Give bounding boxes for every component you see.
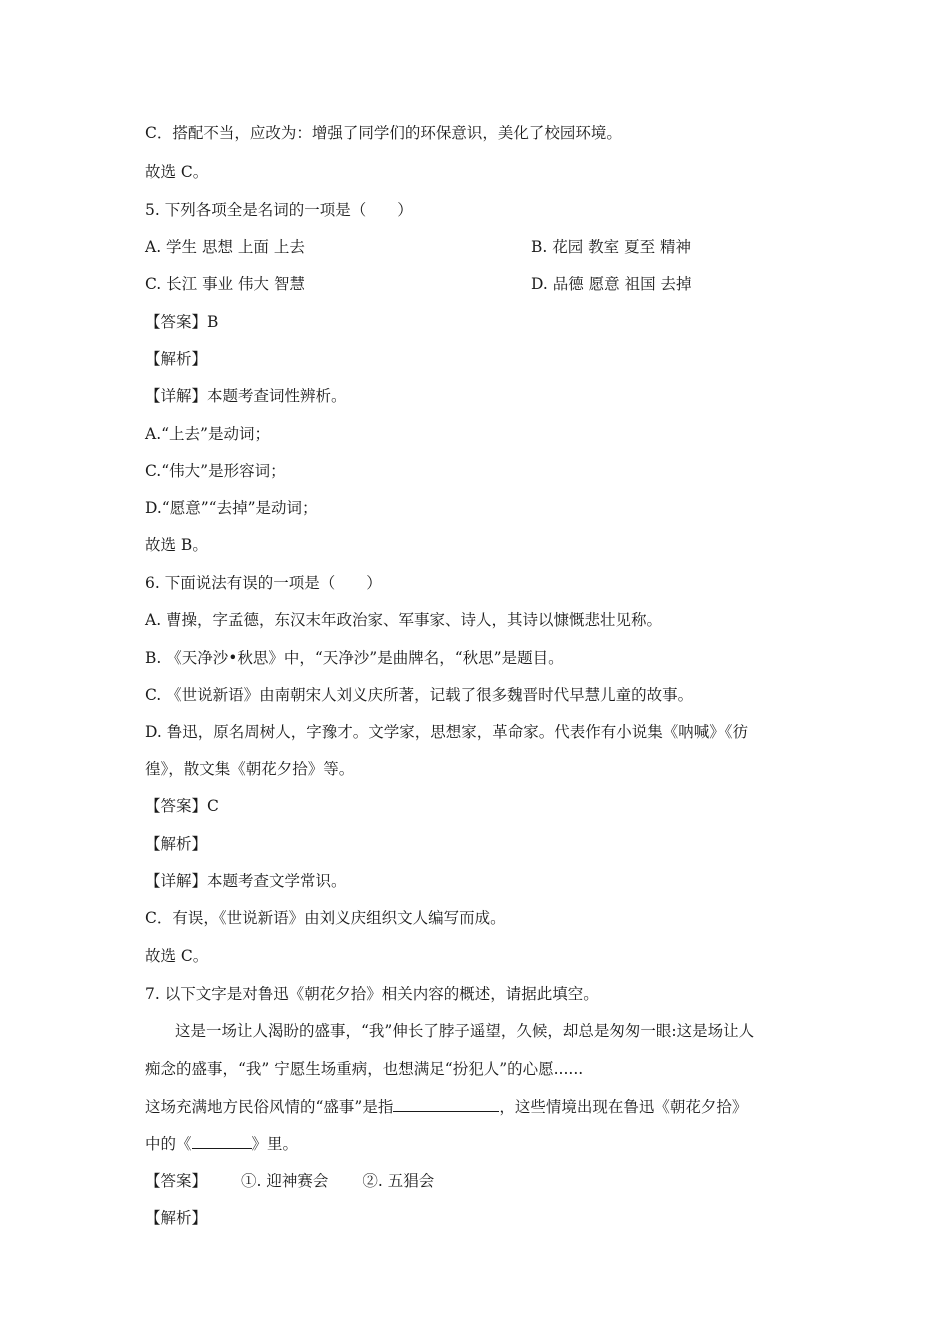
q6-option-a: A. 曹操，字孟德，东汉末年政治家、军事家、诗人，其诗以慷慨悲壮见称。 — [145, 611, 663, 629]
q7-answer-label: 【答案】 — [145, 1172, 208, 1190]
q6-analysis-label: 【解析】 — [145, 835, 208, 853]
q5-analysis-label: 【解析】 — [145, 350, 208, 368]
q6-note-c: C．有误，《世说新语》由刘义庆组织文人编写而成。 — [145, 909, 506, 927]
q6-option-d: D. 鲁迅，原名周树人，字豫才。文学家，思想家，革命家。代表作有小说集《呐喊》《彷 — [145, 723, 748, 741]
q5-note-d: D.“愿意”“去掉”是动词； — [145, 499, 318, 517]
q7-fill-text-after-2: 》里。 — [251, 1135, 299, 1153]
q5-note-a: A.“上去”是动词； — [145, 425, 270, 443]
q7-stem: 7. 以下文字是对鲁迅《朝花夕拾》相关内容的概述，请据此填空。 — [145, 985, 599, 1003]
q6-conclusion: 故选 C。 — [145, 947, 209, 965]
q5-note-c: C.“伟大”是形容词； — [145, 462, 286, 480]
q7-blank-2[interactable] — [192, 1133, 252, 1149]
q5-stem: 5. 下列各项全是名词的一项是（ ） — [145, 201, 413, 219]
q7-answer-1: ①. 迎神赛会 — [241, 1172, 329, 1190]
q4-conclusion: 故选 C。 — [145, 163, 209, 181]
q7-fill-text-after: ，这些情境出现在鲁迅《朝花夕拾》 — [499, 1098, 748, 1116]
q7-analysis-label: 【解析】 — [145, 1209, 208, 1227]
q5-answer: 【答案】B — [145, 313, 219, 331]
q5-detail: 【详解】本题考查词性辨析。 — [145, 387, 347, 405]
q5-option-a: A. 学生 思想 上面 上去 — [145, 238, 305, 256]
q5-option-b: B. 花园 教室 夏至 精神 — [531, 238, 692, 256]
q7-fill-line-1 — [145, 1096, 747, 1117]
q5-option-d: D. 品德 愿意 祖国 去掉 — [531, 275, 692, 293]
q7-fill-text-before-2: 中的《 — [145, 1135, 192, 1153]
q7-blank-1[interactable] — [393, 1096, 499, 1112]
q4-c-explanation: C．搭配不当，应改为：增强了同学们的环保意识，美化了校园环境。 — [145, 124, 622, 142]
q5-option-c: C. 长江 事业 伟大 智慧 — [145, 275, 305, 293]
q6-detail: 【详解】本题考查文学常识。 — [145, 872, 347, 890]
q7-answer-2: ②. 五猖会 — [362, 1172, 435, 1190]
q7-answer — [145, 1171, 434, 1191]
q6-answer: 【答案】C — [145, 797, 219, 815]
q6-option-c: C. 《世说新语》由南朝宋人刘义庆所著，记载了很多魏晋时代早慧儿童的故事。 — [145, 686, 694, 704]
q5-conclusion: 故选 B。 — [145, 536, 208, 554]
q7-fill-text-before: 这场充满地方民俗风情的“盛事”是指 — [145, 1098, 394, 1116]
q7-passage-line-1: 这是一场让人渴盼的盛事，“我”伸长了脖子遥望，久候，却总是匆匆一眼:这是场让人 — [175, 1022, 755, 1040]
q7-fill-line-2 — [145, 1133, 298, 1154]
q6-option-d-continued: 徨》，散文集《朝花夕拾》等。 — [145, 760, 355, 778]
q6-stem: 6. 下面说法有误的一项是（ ） — [145, 574, 382, 592]
q6-option-b: B. 《天净沙•秋思》中，“天净沙”是曲牌名，“秋思”是题目。 — [145, 649, 564, 667]
q7-passage-line-2: 痴念的盛事，“我” 宁愿生场重病，也想满足“扮犯人”的心愿...... — [145, 1060, 584, 1078]
